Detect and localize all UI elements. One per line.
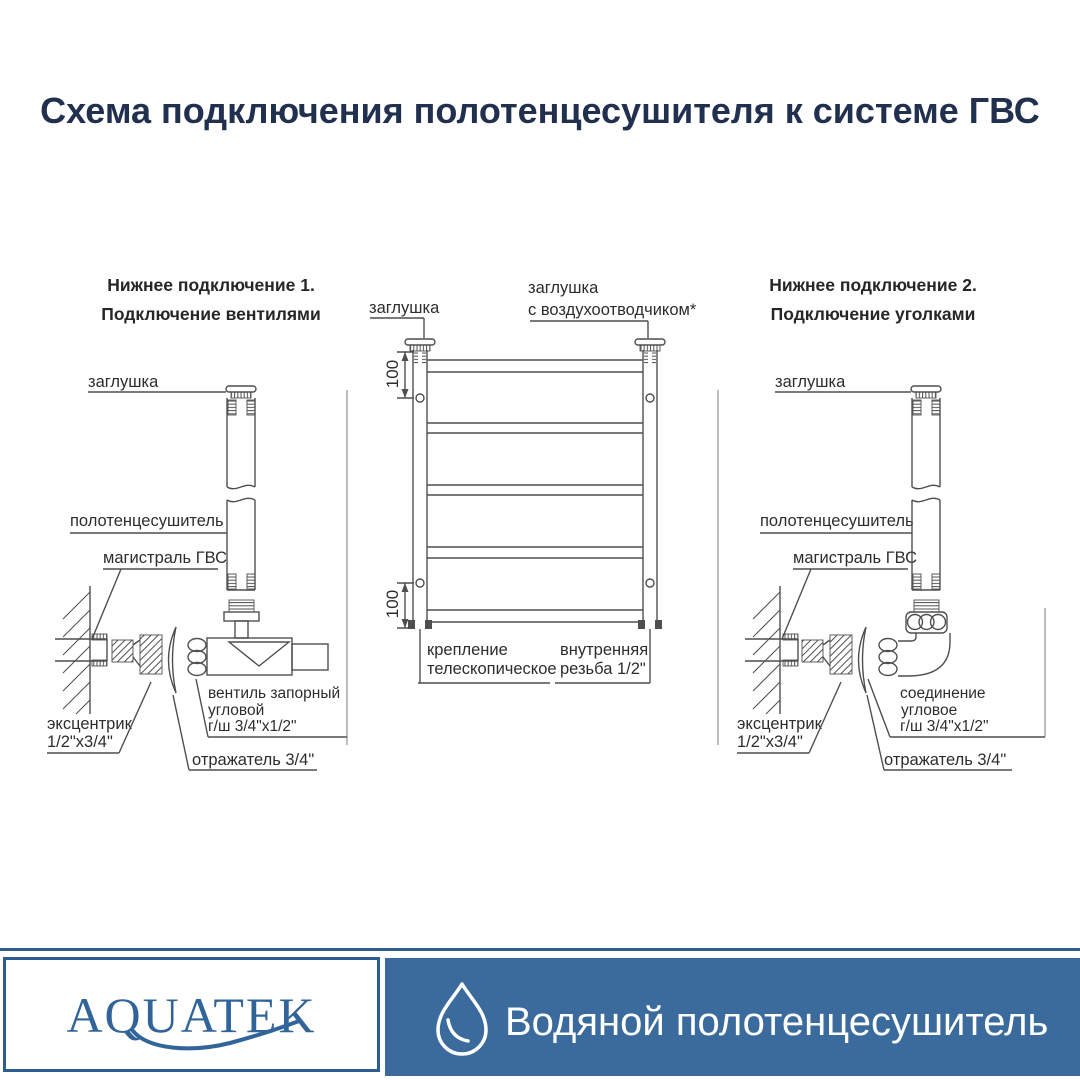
right-eccentric-label-1: эксцентрик	[737, 715, 822, 733]
center-airvent-label-1: заглушка	[528, 279, 599, 297]
right-heading-line1: Нижнее подключение 2.	[769, 275, 977, 295]
left-rail-label: полотенцесушитель	[70, 512, 224, 530]
left-valve-assembly-drawing	[47, 386, 347, 770]
right-eccentric-label-2: 1/2"х3/4"	[737, 733, 803, 751]
left-valve-label-1: вентиль запорный	[208, 685, 341, 702]
dimension-100-bottom: 100	[383, 589, 402, 619]
center-cap-label: заглушка	[369, 299, 440, 317]
left-reflector-label: отражатель 3/4"	[192, 751, 315, 769]
center-mount-label-1: крепление	[427, 641, 508, 659]
right-reflector-label: отражатель 3/4"	[884, 751, 1007, 769]
left-heading-line2: Подключение вентилями	[101, 304, 321, 324]
center-mount-label-2: телескопическое	[427, 660, 557, 678]
left-main-label: магистраль ГВС	[103, 549, 228, 567]
product-name: Водяной полотенцесушитель	[505, 1000, 1049, 1044]
right-elbow-assembly-drawing	[737, 386, 1045, 770]
page-title: Схема подключения полотенцесушителя к системе ГВС	[40, 90, 1040, 131]
left-panel-heading	[61, 276, 361, 323]
center-airvent-label-2: с воздухоотводчиком*	[528, 301, 697, 319]
left-valve-label-2: угловой	[208, 702, 265, 719]
right-heading-line2: Подключение уголками	[770, 304, 976, 324]
right-rail-label: полотенцесушитель	[760, 512, 914, 530]
right-cap-label: заглушка	[775, 373, 846, 391]
right-elbow-label-3: г/ш 3/4"х1/2"	[900, 718, 989, 735]
left-valve-label-3: г/ш 3/4"х1/2"	[208, 718, 297, 735]
right-main-label: магистраль ГВС	[793, 549, 918, 567]
center-ladder-drawing	[370, 318, 665, 683]
left-heading-line1: Нижнее подключение 1.	[107, 275, 315, 295]
center-thread-label-1: внутренняя	[560, 641, 649, 659]
left-cap-label: заглушка	[88, 373, 159, 391]
center-thread-label-2: резьба 1/2"	[560, 660, 646, 678]
footer-rule	[0, 948, 1080, 951]
right-elbow-label-2: угловое	[901, 702, 958, 719]
right-panel-heading	[723, 276, 1023, 323]
right-elbow-label-1: соединение	[900, 685, 986, 702]
dimension-100-top: 100	[383, 359, 402, 389]
brand-wordmark: AQUATEK	[66, 987, 317, 1043]
left-eccentric-label-2: 1/2"х3/4"	[47, 733, 113, 751]
left-eccentric-label-1: эксцентрик	[47, 715, 132, 733]
